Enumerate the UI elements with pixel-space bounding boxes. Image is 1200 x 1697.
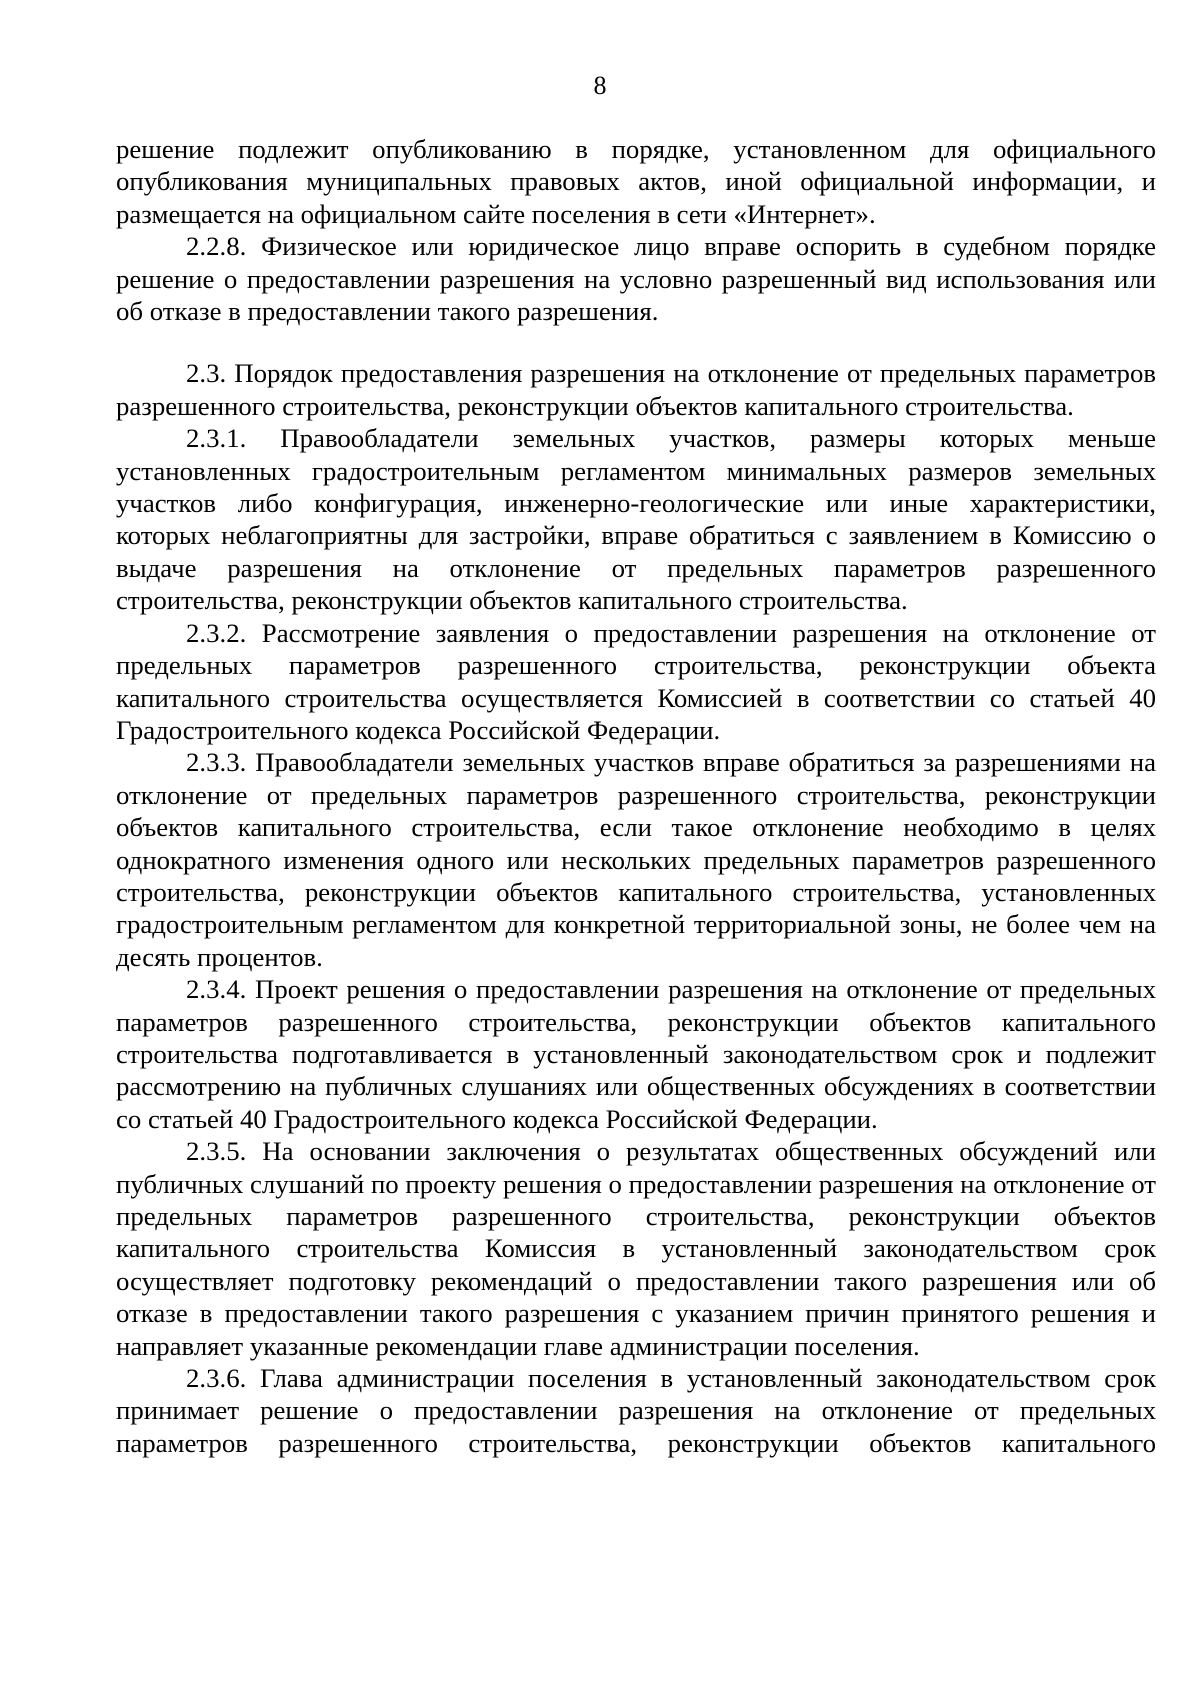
paragraph-2-3-5: 2.3.5. На основании заключения о результатах общественных обсуждений или публичных слушаний по проекту решения о предоставлении разрешения на отклонение от предельных параметров разрешенного строительства, реконструкции объектов капитального строительства Комиссия в установленный законодательством срок осуществляет подготовку рекомендаций о предоставлении такого разрешения или об отказе в предоставлении такого разрешения с указанием причин принятого решения и направляет указанные рекомендации главе администрации поселения. <box>116 1136 1156 1361</box>
paragraph-2-3-2: 2.3.2. Рассмотрение заявления о предоставлении разрешения на отклонение от предельных параметров разрешенного строительства, реконструкции объекта капитального строительства осуществляется Комиссией в соответствии со статьей 40 Градостроительного кодекса Российской Федерации. <box>116 617 1156 745</box>
paragraph-spacer <box>116 327 1156 357</box>
document-body <box>116 133 1156 1459</box>
paragraph-2-3-1: 2.3.1. Правообладатели земельных участков, размеры которых меньше установленных градостроительным регламентом минимальных размеров земельных участков либо конфигурация, инженерно-геологические или иные характеристики, которых неблагоприятны для застройки, вправе обратиться с заявлением в Комиссию о выдаче разрешения на отклонение от предельных параметров разрешенного строительства, реконструкции объектов капитального строительства. <box>116 423 1156 616</box>
paragraph-2-2-8: 2.2.8. Физическое или юридическое лицо вправе оспорить в судебном порядке решение о предоставлении разрешения на условно разрешенный вид использования или об отказе в предоставлении такого разрешения. <box>116 231 1156 327</box>
page-number: 8 <box>593 71 607 100</box>
paragraph-2-3-6: 2.3.6. Глава администрации поселения в установленный законодательством срок принимает решение о предоставлении разрешения на отклонение от предельных параметров разрешенного строительства, реконструкции объектов капитального <box>116 1363 1156 1458</box>
paragraph-2-3-4: 2.3.4. Проект решения о предоставлении разрешения на отклонение от предельных параметров разрешенного строительства, реконструкции объектов капитального строительства подготавливается в установленный законодательством срок и подлежит рассмотрению на публичных слушаниях или общественных обсуждениях в соответствии со статьей 40 Градостроительного кодекса Российской Федерации. <box>116 974 1156 1134</box>
section-heading-2-3: 2.3. Порядок предоставления разрешения на отклонение от предельных параметров разрешенного строительства, реконструкции объектов капитального строительства. <box>116 358 1156 421</box>
paragraph-2-3-3: 2.3.3. Правообладатели земельных участков вправе обратиться за разрешениями на отклонение от предельных параметров разрешенного строительства, реконструкции объектов капитального строительства, если такое отклонение необходимо в целях однократного изменения одного или нескольких предельных параметров разрешенного строительства, реконструкции объектов капитального строительства, установленных градостроительным регламентом для конкретной территориальной зоны, не более чем на десять процентов. <box>116 747 1156 972</box>
paragraph-continuation: решение подлежит опубликованию в порядке, установленном для официального опубликования муниципальных правовых актов, иной официальной информации, и размещается на официальном сайте поселения в сети «Интернет». <box>116 134 1156 229</box>
